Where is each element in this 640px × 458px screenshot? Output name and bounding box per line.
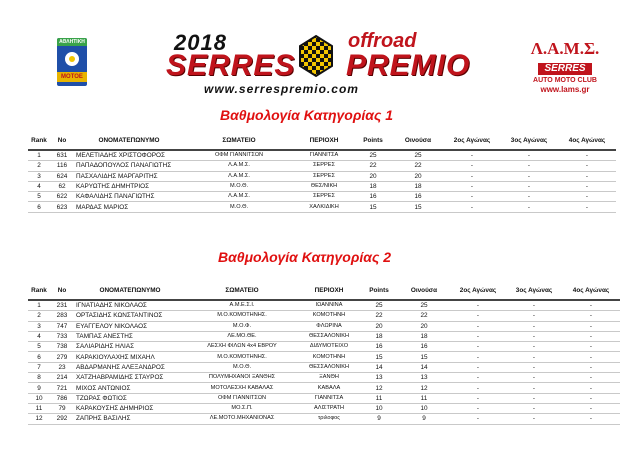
cell-club: Α.Μ.Ε.Σ.Ι. bbox=[186, 300, 298, 311]
table-row bbox=[28, 352, 620, 362]
table-row bbox=[28, 181, 616, 191]
cell-race-4: - bbox=[558, 171, 616, 181]
cell-race-4: - bbox=[558, 192, 616, 202]
cell-points: 15 bbox=[360, 352, 398, 362]
table-row bbox=[28, 414, 620, 424]
cell-name: ΕΥΑΓΓΕΛΟΥ ΝΙΚΟΛΑΟΣ bbox=[74, 321, 186, 331]
cell-region: ΓΙΑΝΝΙΤΣΑ bbox=[294, 150, 354, 161]
cell-club: ΟΦΜ ΓΙΑΝΝΙΤΣΩΝ bbox=[186, 393, 298, 403]
cell-points: 25 bbox=[354, 150, 392, 161]
cell-name: ΟΡΤΑΣΙΔΗΣ ΚΩΝΣΤΑΝΤΙΝΟΣ bbox=[74, 311, 186, 321]
cell-club: Μ.Ο.Θ. bbox=[184, 202, 294, 212]
cell-race-3: - bbox=[506, 403, 562, 413]
cell-number: 786 bbox=[50, 393, 74, 403]
cell-name: ΚΑΡΑΚΟΥΣΗΣ ΔΗΜΗΡΙΟΣ bbox=[74, 403, 186, 413]
cell-club: Μ.Ο.ΚΟΜΟΤΗΝΗΣ. bbox=[186, 311, 298, 321]
column-header-club: ΣΩΜΑΤΕΙΟ bbox=[222, 136, 256, 144]
cell-club: ΟΦΜ ΓΙΑΝΝΙΤΣΩΝ bbox=[184, 150, 294, 161]
cell-region: ΘΕΣΣΑΛΟΝΙΚΗ bbox=[298, 362, 360, 372]
lams-name: Λ.Α.Μ.Σ. bbox=[530, 39, 600, 58]
cell-club: ΛΕΣΧΗ ΦΙΛΩΝ 4x4 ΕΒΡΟΥ bbox=[186, 342, 298, 352]
cell-race-4: - bbox=[562, 414, 620, 424]
cell-name: ΑΒΔΑΡΜΑΝΗΣ ΑΛΕΞΑΝΔΡΟΣ bbox=[74, 362, 186, 372]
cell-race-3: - bbox=[500, 202, 558, 212]
cell-race-3: - bbox=[506, 383, 562, 393]
cell-number: 733 bbox=[50, 331, 74, 341]
cell-points: 16 bbox=[360, 342, 398, 352]
column-header-name: ΟΝΟΜΑΤΕΠΩΝΥΜΟ bbox=[98, 136, 160, 144]
cell-race-3: - bbox=[506, 311, 562, 321]
cell-name: ΣΑΛΙΑΡΙΔΗΣ ΗΛΙΑΣ bbox=[74, 342, 186, 352]
cell-name: ΜΕΛΕΤΙΑΔΗΣ ΧΡΙΣΤΟΦΟΡΟΣ bbox=[74, 150, 184, 161]
cell-region: ΘΕΣ/ΝΙΚΗ bbox=[294, 181, 354, 191]
cell-race-3: - bbox=[500, 161, 558, 171]
cell-race-2: - bbox=[444, 150, 500, 161]
motoe-logo-bottom: ΜΟΤΟΕ bbox=[57, 72, 87, 82]
cell-region: ΞΑΝΘΗ bbox=[298, 373, 360, 383]
cell-number: 23 bbox=[50, 362, 74, 372]
cell-region: ΚΟΜΟΤΗΝΗ bbox=[298, 352, 360, 362]
cell-oinousa: 15 bbox=[392, 202, 444, 212]
cell-race-2: - bbox=[444, 161, 500, 171]
cell-points: 20 bbox=[360, 321, 398, 331]
cell-rank: 8 bbox=[28, 373, 50, 383]
cell-race-4: - bbox=[558, 181, 616, 191]
cell-points: 16 bbox=[354, 192, 392, 202]
cell-club: ΛΕ.ΜΟ.ΘΕ. bbox=[186, 331, 298, 341]
checkered-helmet-icon bbox=[296, 34, 336, 78]
cell-race-2: - bbox=[450, 331, 506, 341]
cell-number: 721 bbox=[50, 383, 74, 393]
cell-rank: 4 bbox=[28, 331, 50, 341]
cell-race-2: - bbox=[450, 311, 506, 321]
cell-race-2: - bbox=[450, 373, 506, 383]
table-row bbox=[28, 161, 616, 171]
cell-oinousa: 25 bbox=[392, 150, 444, 161]
table-row bbox=[28, 192, 616, 202]
category-1-table bbox=[28, 134, 616, 213]
cell-race-4: - bbox=[562, 403, 620, 413]
logo-premio: PREMIO bbox=[346, 49, 471, 82]
cell-race-4: - bbox=[558, 202, 616, 212]
cell-race-4: - bbox=[562, 393, 620, 403]
column-header-region: ΠΕΡΙΟΧΗ bbox=[309, 136, 339, 144]
cell-race-2: - bbox=[444, 181, 500, 191]
lams-logo bbox=[510, 40, 620, 94]
cell-region: ΚΑΒΑΛΑ bbox=[298, 383, 360, 393]
cell-race-3: - bbox=[506, 352, 562, 362]
table-row bbox=[28, 373, 620, 383]
column-header-race-3: 3ος Αγώνας bbox=[510, 136, 548, 144]
cell-club: Λ.Α.Μ.Σ. bbox=[184, 161, 294, 171]
cell-rank: 6 bbox=[28, 202, 50, 212]
cell-oinousa: 18 bbox=[392, 181, 444, 191]
cell-rank: 4 bbox=[28, 181, 50, 191]
cell-club: Λ.Α.Μ.Σ. bbox=[184, 171, 294, 181]
cell-race-2: - bbox=[450, 321, 506, 331]
cell-name: ΜΑΡΔΑΣ ΜΑΡΙΟΣ bbox=[74, 202, 184, 212]
cell-race-4: - bbox=[562, 321, 620, 331]
cell-rank: 2 bbox=[28, 311, 50, 321]
column-header-rank: Rank bbox=[31, 136, 47, 144]
column-header-oinousa: Οινούσα bbox=[410, 286, 438, 294]
cell-rank: 10 bbox=[28, 393, 50, 403]
cell-oinousa: 25 bbox=[398, 300, 450, 311]
cell-name: ΤΖΩΡΑΣ ΦΩΤΙΟΣ bbox=[74, 393, 186, 403]
cell-race-2: - bbox=[450, 383, 506, 393]
cell-rank: 11 bbox=[28, 403, 50, 413]
cell-rank: 1 bbox=[28, 300, 50, 311]
column-header-race-3: 3ος Αγώνας bbox=[515, 286, 553, 294]
cell-region: τριλοφος bbox=[298, 414, 360, 424]
cell-race-3: - bbox=[500, 171, 558, 181]
cell-number: 116 bbox=[50, 161, 74, 171]
cell-race-4: - bbox=[562, 383, 620, 393]
table-row bbox=[28, 331, 620, 341]
table-header bbox=[28, 284, 620, 296]
cell-race-3: - bbox=[506, 342, 562, 352]
cell-oinousa: 22 bbox=[398, 311, 450, 321]
cell-number: 622 bbox=[50, 192, 74, 202]
table-row bbox=[28, 393, 620, 403]
cell-region: ΚΟΜΟΤΗΝΗ bbox=[298, 311, 360, 321]
cell-race-2: - bbox=[450, 362, 506, 372]
cell-race-2: - bbox=[444, 171, 500, 181]
cell-rank: 5 bbox=[28, 342, 50, 352]
column-header-club: ΣΩΜΑΤΕΙΟ bbox=[225, 286, 259, 294]
cell-club: ΜΟΤΟΛΕΣΧΗ ΚΑΒΑΛΑΣ bbox=[186, 383, 298, 393]
cell-club: Μ.Ο.ΚΟΜΟΤΗΝΗΣ. bbox=[186, 352, 298, 362]
cell-race-4: - bbox=[562, 311, 620, 321]
table-row bbox=[28, 321, 620, 331]
cell-name: ΚΑΦΑΛΙΔΗΣ ΠΑΝΑΓΙΩΤΗΣ bbox=[74, 192, 184, 202]
cell-club: ΛΕ.ΜΟΤΟ.ΜΗΧΑΝΙΟΝΑΣ bbox=[186, 414, 298, 424]
logo-serres: SERRES bbox=[166, 49, 296, 82]
lams-url: www.lams.gr bbox=[540, 85, 590, 94]
cell-race-4: - bbox=[562, 362, 620, 372]
cell-race-4: - bbox=[562, 342, 620, 352]
cell-club: Μ.Ο.Θ. bbox=[186, 362, 298, 372]
cell-oinousa: 20 bbox=[392, 171, 444, 181]
cell-oinousa: 11 bbox=[398, 393, 450, 403]
cell-region: ΔΙΔΥΜΟΤΕΙΧΟ bbox=[298, 342, 360, 352]
table-row bbox=[28, 342, 620, 352]
cell-number: 62 bbox=[50, 181, 74, 191]
cell-race-2: - bbox=[450, 352, 506, 362]
cell-oinousa: 9 bbox=[398, 414, 450, 424]
motoe-logo bbox=[57, 38, 87, 86]
cell-points: 11 bbox=[360, 393, 398, 403]
cell-club: ΜΟ.Σ.Π. bbox=[186, 403, 298, 413]
column-header-region: ΠΕΡΙΟΧΗ bbox=[314, 286, 344, 294]
cell-points: 13 bbox=[360, 373, 398, 383]
cell-race-2: - bbox=[450, 342, 506, 352]
cell-club: Λ.Α.Μ.Σ. bbox=[184, 192, 294, 202]
cell-points: 9 bbox=[360, 414, 398, 424]
cell-club: Μ.Ο.Φ. bbox=[186, 321, 298, 331]
cell-name: ΤΑΜΠΑΣ ΑΝΕΣΤΗΣ bbox=[74, 331, 186, 341]
serres-premio-logo bbox=[160, 30, 480, 98]
column-header-race-4: 4ος Αγώνας bbox=[568, 136, 606, 144]
cell-name: ΚΑΡΥΩΤΗΣ ΔΗΜΗΤΡΙΟΣ bbox=[74, 181, 184, 191]
category-2-title: Βαθμολογία Κατηγορίας 2 bbox=[218, 249, 392, 265]
cell-race-3: - bbox=[500, 181, 558, 191]
column-header-race-2: 2ος Αγώνας bbox=[459, 286, 497, 294]
cell-region: ΙΩΑΝΝΙΝΑ bbox=[298, 300, 360, 311]
column-header-number: No bbox=[57, 136, 67, 144]
cell-points: 18 bbox=[354, 181, 392, 191]
cell-race-4: - bbox=[562, 373, 620, 383]
lams-city: SERRES bbox=[538, 63, 591, 75]
column-header-oinousa: Οινούσα bbox=[404, 136, 432, 144]
cell-race-3: - bbox=[506, 321, 562, 331]
logo-year: 2018 bbox=[174, 30, 227, 55]
cell-oinousa: 22 bbox=[392, 161, 444, 171]
cell-race-3: - bbox=[506, 300, 562, 311]
cell-oinousa: 18 bbox=[398, 331, 450, 341]
cell-club: Μ.Ο.Θ. bbox=[184, 181, 294, 191]
motoe-logo-top: ΑΘΛΗΤΙΚΗ bbox=[57, 38, 87, 46]
cell-number: 279 bbox=[50, 352, 74, 362]
cell-race-3: - bbox=[506, 373, 562, 383]
cell-race-4: - bbox=[558, 150, 616, 161]
cell-region: ΑΛΙΣΤΡΑΤΗ bbox=[298, 403, 360, 413]
cell-rank: 3 bbox=[28, 321, 50, 331]
cell-oinousa: 14 bbox=[398, 362, 450, 372]
cell-region: ΘΕΣΣΑΛΟΝΙΚΗ bbox=[298, 331, 360, 341]
cell-club: ΠΟΛΥΜΗΧΑΝΟΙ ΞΑΝΘΗΣ bbox=[186, 373, 298, 383]
motoe-emblem-icon bbox=[62, 49, 82, 69]
table-row bbox=[28, 362, 620, 372]
table-header bbox=[28, 134, 616, 146]
cell-rank: 3 bbox=[28, 171, 50, 181]
table-row bbox=[28, 311, 620, 321]
cell-name: ΚΑΡΑΚΙΟΥΛΑΧΗΣ ΜΙΧΑΗΛ bbox=[74, 352, 186, 362]
cell-rank: 5 bbox=[28, 192, 50, 202]
cell-oinousa: 13 bbox=[398, 373, 450, 383]
column-header-rank: Rank bbox=[31, 286, 47, 294]
cell-race-3: - bbox=[506, 362, 562, 372]
cell-rank: 2 bbox=[28, 161, 50, 171]
logo-offroad: offroad bbox=[348, 30, 417, 52]
lams-club: AUTO MOTO CLUB bbox=[533, 77, 597, 84]
cell-oinousa: 12 bbox=[398, 383, 450, 393]
cell-race-2: - bbox=[450, 300, 506, 311]
cell-race-4: - bbox=[562, 300, 620, 311]
cell-region: ΣΕΡΡΕΣ bbox=[294, 161, 354, 171]
cell-oinousa: 16 bbox=[392, 192, 444, 202]
table-row bbox=[28, 171, 616, 181]
cell-number: 214 bbox=[50, 373, 74, 383]
cell-oinousa: 16 bbox=[398, 342, 450, 352]
cell-race-3: - bbox=[506, 393, 562, 403]
cell-points: 15 bbox=[354, 202, 392, 212]
cell-race-3: - bbox=[506, 331, 562, 341]
cell-points: 22 bbox=[354, 161, 392, 171]
cell-rank: 6 bbox=[28, 352, 50, 362]
cell-region: ΣΕΡΡΕΣ bbox=[294, 171, 354, 181]
cell-name: ΧΑΤΖΗΑΒΡΑΜΙΔΗΣ ΣΤΑΥΡΟΣ bbox=[74, 373, 186, 383]
cell-number: 292 bbox=[50, 414, 74, 424]
column-header-points: Points bbox=[369, 286, 389, 294]
column-header-race-4: 4ος Αγώνας bbox=[572, 286, 610, 294]
cell-race-2: - bbox=[450, 403, 506, 413]
cell-region: ΣΕΡΡΕΣ bbox=[294, 192, 354, 202]
cell-name: ΠΑΣΧΑΛΙΔΗΣ ΜΑΡΓΑΡΙΤΗΣ bbox=[74, 171, 184, 181]
cell-points: 20 bbox=[354, 171, 392, 181]
cell-points: 22 bbox=[360, 311, 398, 321]
cell-oinousa: 20 bbox=[398, 321, 450, 331]
cell-region: ΦΛΩΡΙΝΑ bbox=[298, 321, 360, 331]
column-header-number: No bbox=[57, 286, 67, 294]
table-row bbox=[28, 202, 616, 212]
cell-points: 10 bbox=[360, 403, 398, 413]
cell-race-2: - bbox=[450, 393, 506, 403]
cell-rank: 12 bbox=[28, 414, 50, 424]
header bbox=[0, 0, 640, 100]
cell-name: ΙΓΝΑΤΙΑΔΗΣ ΝΙΚΟΛΑΟΣ bbox=[74, 300, 186, 311]
cell-number: 283 bbox=[50, 311, 74, 321]
cell-points: 25 bbox=[360, 300, 398, 311]
cell-region: ΓΙΑΝΝΙΤΣΑ bbox=[298, 393, 360, 403]
cell-race-3: - bbox=[506, 414, 562, 424]
cell-name: ΖΑΠΡΗΣ ΒΑΣΙΛΗΣ bbox=[74, 414, 186, 424]
cell-region: ΧΑΛΚΙΔΙΚΗ bbox=[294, 202, 354, 212]
column-header-points: Points bbox=[363, 136, 383, 144]
cell-race-2: - bbox=[450, 414, 506, 424]
cell-race-4: - bbox=[562, 331, 620, 341]
table-row bbox=[28, 383, 620, 393]
cell-race-2: - bbox=[444, 202, 500, 212]
cell-race-2: - bbox=[444, 192, 500, 202]
cell-rank: 7 bbox=[28, 362, 50, 372]
cell-number: 79 bbox=[50, 403, 74, 413]
cell-race-3: - bbox=[500, 192, 558, 202]
table-row bbox=[28, 150, 616, 161]
cell-points: 12 bbox=[360, 383, 398, 393]
cell-oinousa: 10 bbox=[398, 403, 450, 413]
cell-race-4: - bbox=[558, 161, 616, 171]
column-header-race-2: 2ος Αγώνας bbox=[453, 136, 491, 144]
cell-points: 14 bbox=[360, 362, 398, 372]
cell-race-3: - bbox=[500, 150, 558, 161]
cell-number: 231 bbox=[50, 300, 74, 311]
cell-oinousa: 15 bbox=[398, 352, 450, 362]
logo-url: www.serrespremio.com bbox=[204, 82, 359, 96]
cell-rank: 1 bbox=[28, 150, 50, 161]
cell-number: 624 bbox=[50, 171, 74, 181]
category-1-title: Βαθμολογία Κατηγορίας 1 bbox=[220, 107, 394, 123]
cell-name: ΠΑΠΑΔΟΠΟΥΛΟΣ ΠΑΝΑΓΙΩΤΗΣ bbox=[74, 161, 184, 171]
cell-race-4: - bbox=[562, 352, 620, 362]
cell-points: 18 bbox=[360, 331, 398, 341]
cell-number: 623 bbox=[50, 202, 74, 212]
category-2-table bbox=[28, 284, 620, 425]
cell-number: 738 bbox=[50, 342, 74, 352]
column-header-name: ΟΝΟΜΑΤΕΠΩΝΥΜΟ bbox=[99, 286, 161, 294]
cell-number: 747 bbox=[50, 321, 74, 331]
table-row bbox=[28, 300, 620, 311]
table-row bbox=[28, 403, 620, 413]
cell-name: ΜΙΧΟΣ ΑΝΤΩΝΙΟΣ bbox=[74, 383, 186, 393]
cell-rank: 9 bbox=[28, 383, 50, 393]
cell-number: 631 bbox=[50, 150, 74, 161]
